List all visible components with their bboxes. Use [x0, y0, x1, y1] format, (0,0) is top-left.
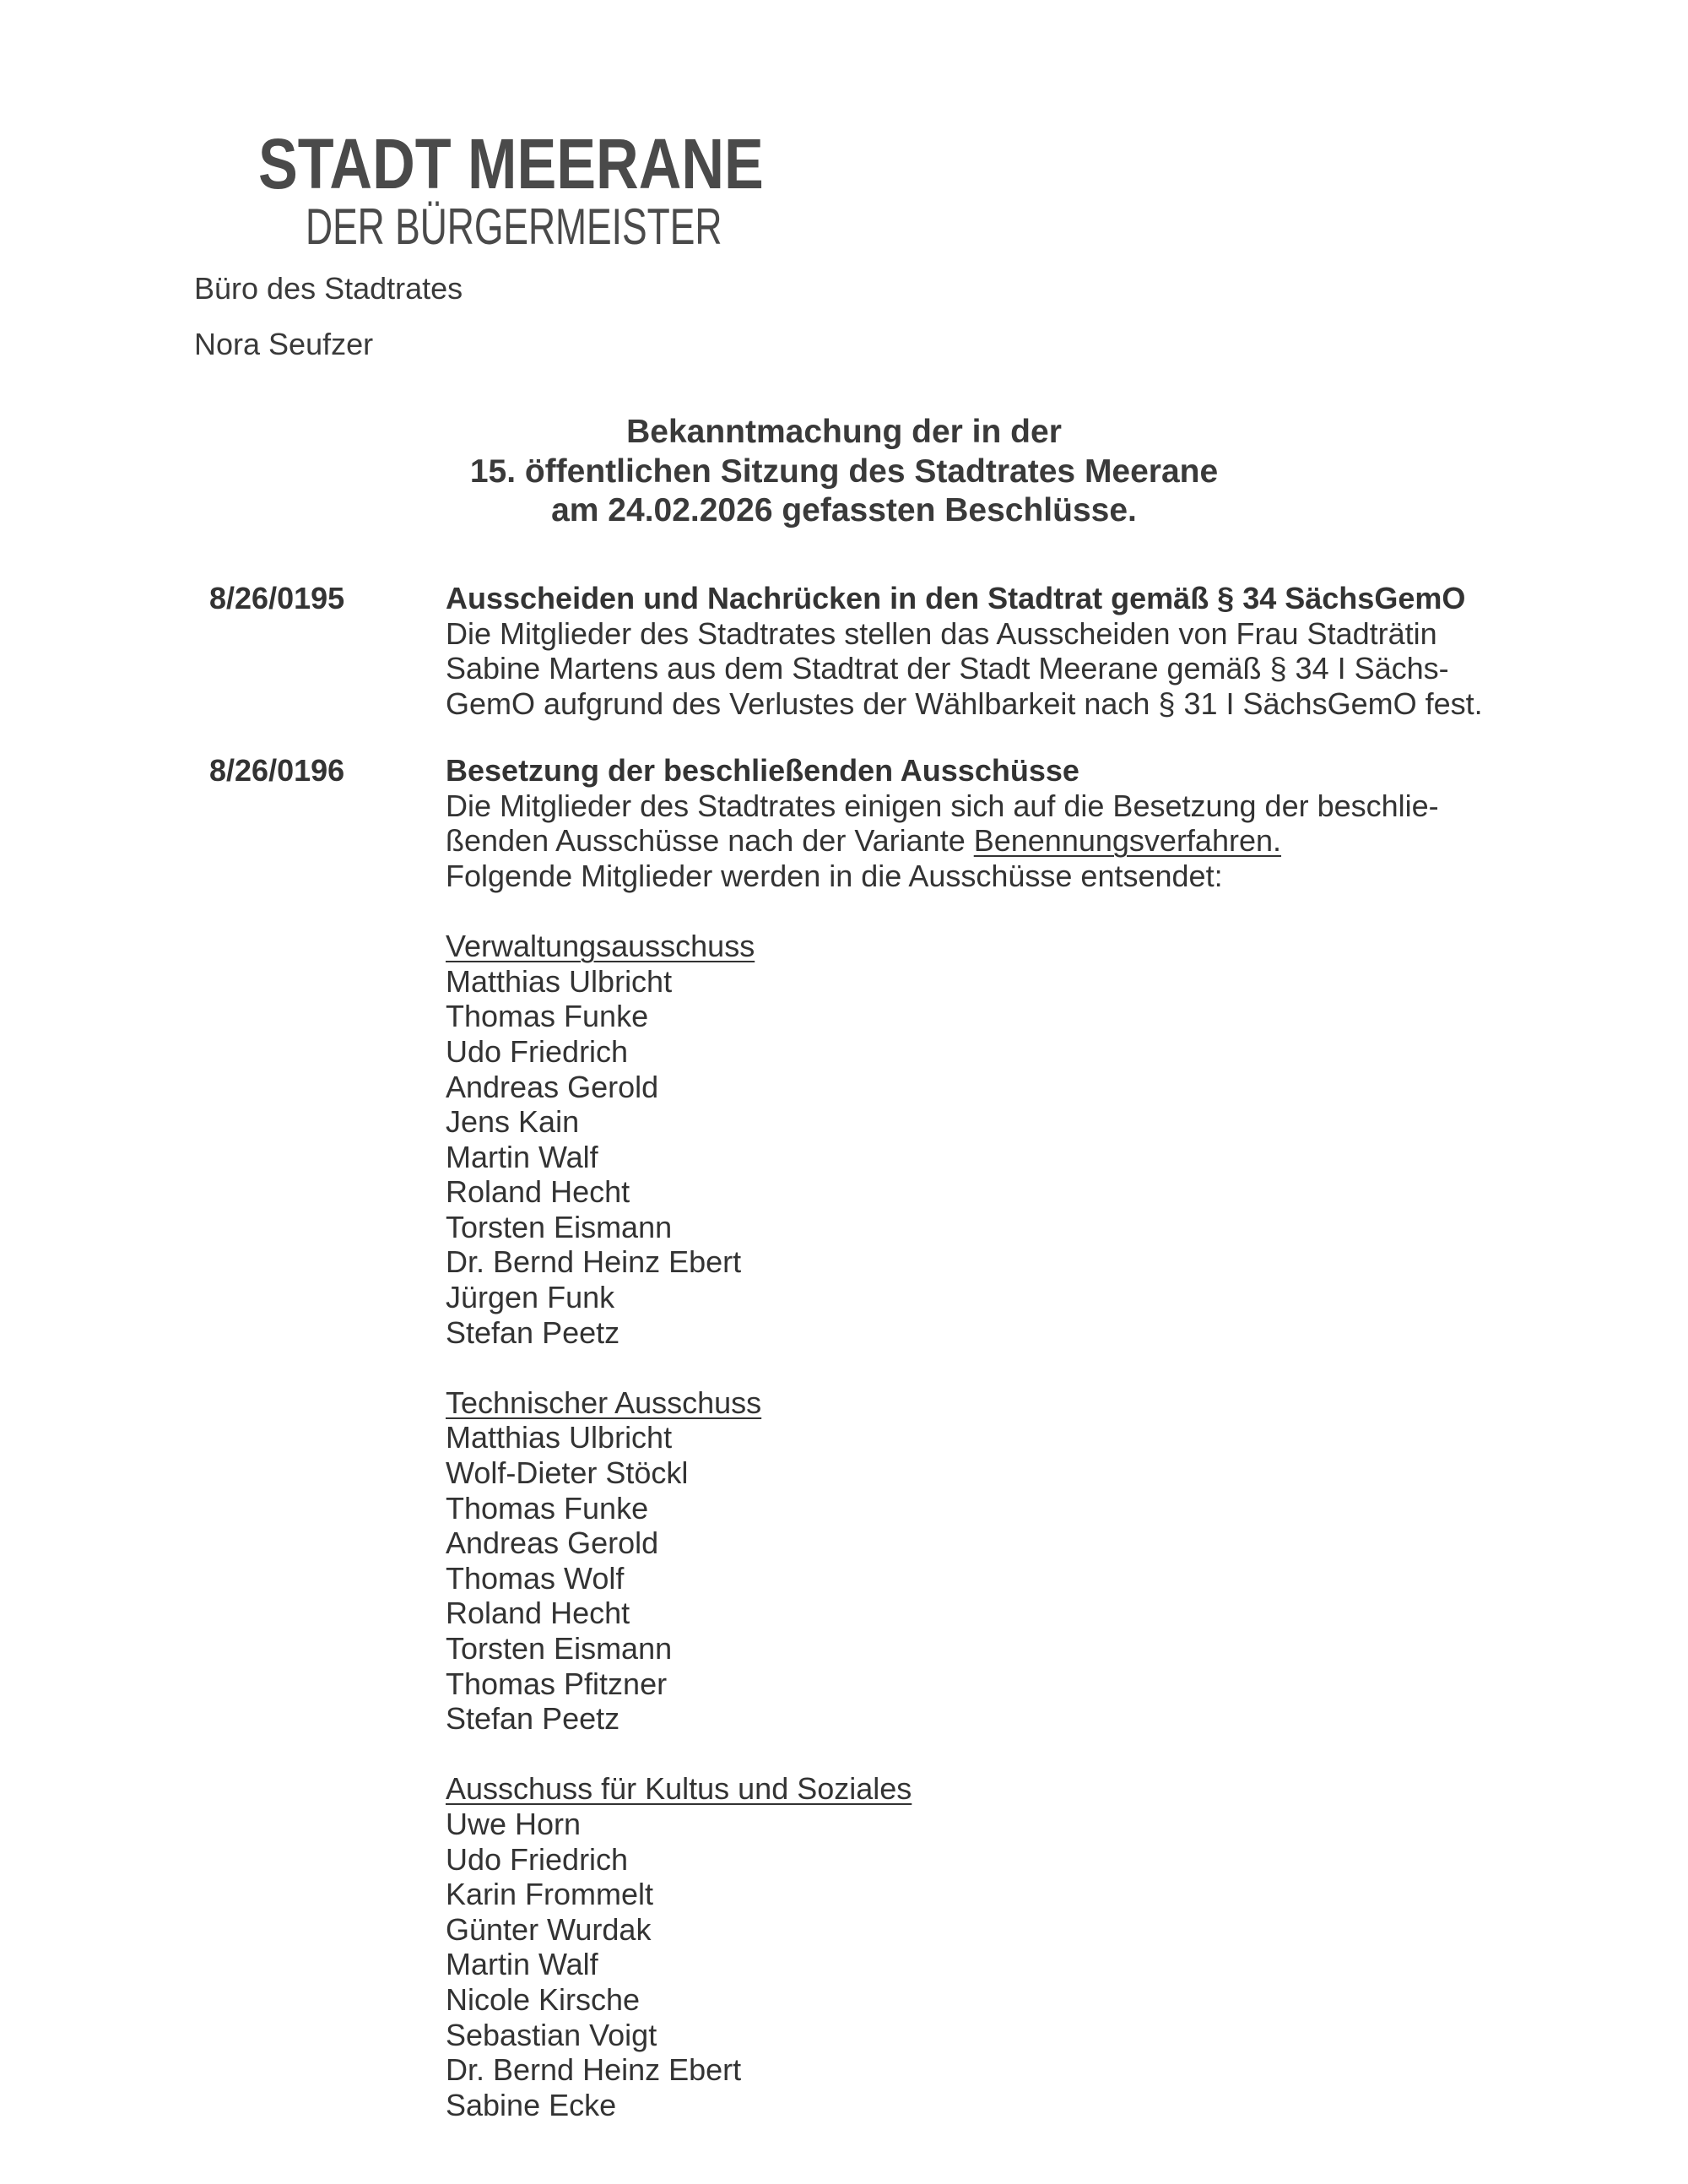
- committee-member: Uwe Horn: [446, 1806, 582, 1841]
- committee-member: Roland Hecht: [446, 1174, 630, 1210]
- resolution-number: 8/26/0195: [209, 581, 345, 615]
- committee-name: Ausschuss für Kultus und Soziales: [446, 1771, 912, 1807]
- committee-member: Udo Friedrich: [446, 1841, 629, 1877]
- committee-member: Dr. Bernd Heinz Ebert: [446, 2052, 742, 2088]
- resolution-title: Ausscheiden und Nachrücken in den Stadtrat gemäß § 34 SächsGemO: [446, 581, 1466, 615]
- sender-department: Büro des Stadtrates: [194, 271, 463, 306]
- committee-member: Thomas Funke: [446, 999, 649, 1034]
- committee-heading: [446, 1385, 1688, 1421]
- committee-member: Dr. Bernd Heinz Ebert: [446, 1244, 742, 1280]
- committee-name: Verwaltungsausschuss: [446, 929, 755, 964]
- committee-member: Matthias Ulbricht: [446, 963, 673, 999]
- resolution: [0, 581, 1688, 721]
- resolution-text-line: Sabine Martens aus dem Stadtrat der Stadt Meerane gemäß § 34 I Sächs-: [446, 651, 1449, 686]
- committee-member: Jürgen Funk: [446, 1280, 615, 1315]
- committee-member: Udo Friedrich: [446, 1033, 629, 1069]
- letterhead-office: DER BÜRGERMEISTER: [306, 198, 722, 255]
- resolution-title: Besetzung der beschließenden Ausschüsse: [446, 753, 1079, 789]
- committee-member: Wolf-Dieter Stöckl: [446, 1455, 689, 1491]
- resolution-body: [446, 581, 1688, 721]
- committee-member: Stefan Peetz: [446, 1701, 620, 1737]
- committee: [446, 1771, 1688, 2122]
- committee-member: Thomas Wolf: [446, 1560, 625, 1596]
- committee-member: Sebastian Voigt: [446, 2017, 657, 2052]
- committee-name: Technischer Ausschuss: [446, 1385, 762, 1420]
- committee-member: Torsten Eismann: [446, 1631, 673, 1666]
- committee-member: Thomas Funke: [446, 1490, 649, 1526]
- letterhead-city: STADT MEERANE: [258, 124, 764, 203]
- committee-member: Jens Kain: [446, 1104, 580, 1140]
- procedure-name-underlined: Benennungsverfahren.: [973, 823, 1282, 859]
- committee-member: Roland Hecht: [446, 1596, 630, 1631]
- announcement-title: [0, 413, 1688, 531]
- committee-member: Andreas Gerold: [446, 1069, 659, 1104]
- committee-member: Stefan Peetz: [446, 1314, 620, 1350]
- committee-member: Andreas Gerold: [446, 1526, 659, 1561]
- resolution-text-line: Die Mitglieder des Stadtrates stellen das Ausscheiden von Frau Stadträtin: [446, 615, 1437, 651]
- committee-member: Martin Walf: [446, 1947, 598, 1982]
- resolution-text-line: Die Mitglieder des Stadtrates einigen sich auf die Besetzung der beschlie-: [446, 788, 1439, 823]
- committee-member: Thomas Pfitzner: [446, 1666, 668, 1701]
- committee-member: Günter Wurdak: [446, 1911, 652, 1947]
- committee-member: Sabine Ecke: [446, 2087, 617, 2122]
- committee-heading: [446, 929, 1688, 964]
- resolution-number: 8/26/0196: [209, 753, 345, 789]
- sender-name: Nora Seufzer: [194, 327, 374, 361]
- committee-member: Martin Walf: [446, 1139, 598, 1174]
- resolution-body: [446, 753, 1688, 2122]
- committee: [446, 929, 1688, 1350]
- resolution-text-line: [446, 823, 1688, 859]
- resolution-list: [0, 581, 1688, 2154]
- committee-heading: [446, 1771, 1688, 1807]
- announcement-title-line: 15. öffentlichen Sitzung des Stadtrates Meerane: [469, 453, 1219, 490]
- committee-member: Matthias Ulbricht: [446, 1420, 673, 1455]
- resolution-text-segment: ßenden Ausschüsse nach der Variante: [446, 823, 974, 859]
- committee-member: Torsten Eismann: [446, 1209, 673, 1244]
- committee: [446, 1385, 1688, 1737]
- committee-member: Nicole Kirsche: [446, 1981, 641, 2017]
- resolution: [0, 753, 1688, 2122]
- announcement-title-line: am 24.02.2026 gefassten Beschlüsse.: [551, 492, 1137, 528]
- resolution-text-line: GemO aufgrund des Verlustes der Wählbarkeit nach § 31 I SächsGemO fest.: [446, 686, 1483, 721]
- resolution-text-line: Folgende Mitglieder werden in die Ausschüsse entsendet:: [446, 858, 1223, 893]
- announcement-title-line: Bekanntmachung der in der: [626, 414, 1062, 450]
- committee-member: Karin Frommelt: [446, 1877, 654, 1912]
